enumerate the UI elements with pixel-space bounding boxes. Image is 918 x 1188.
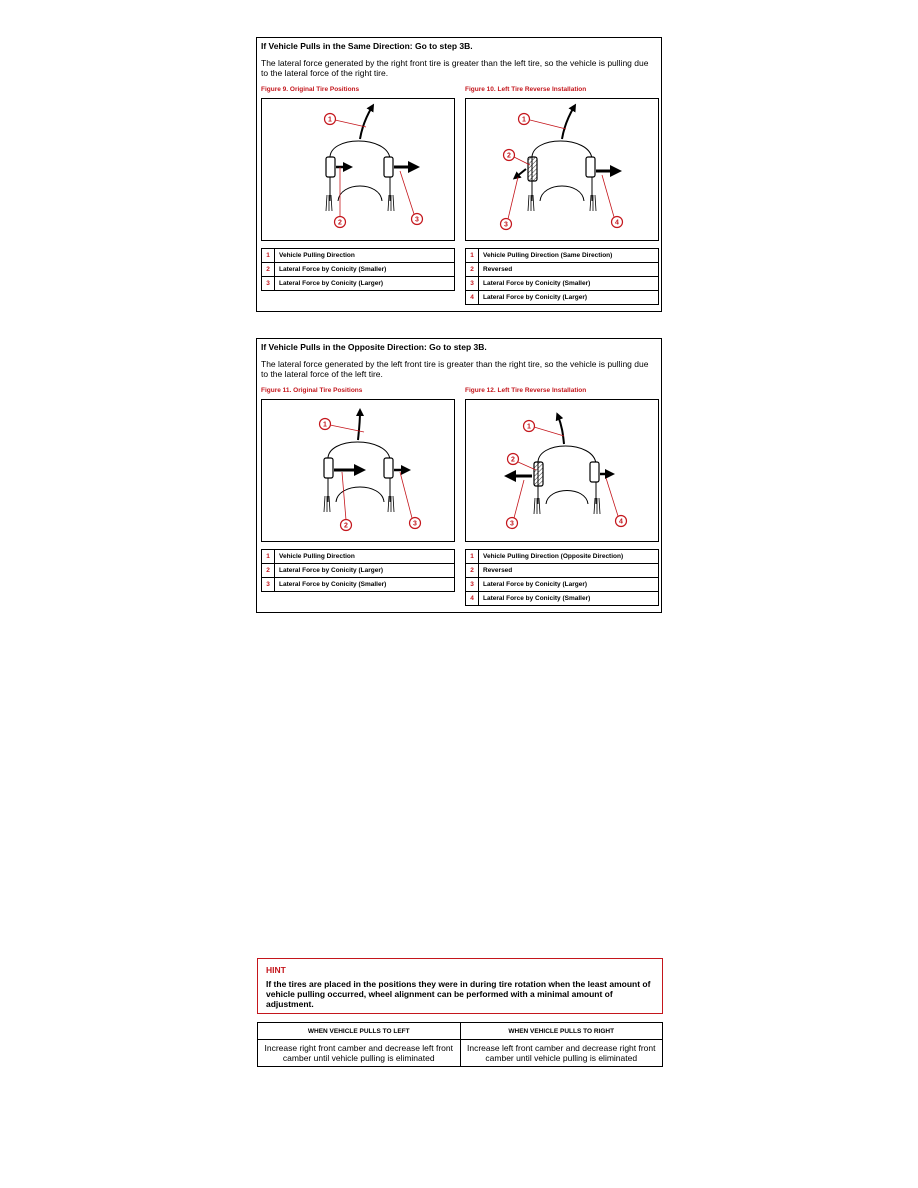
- legend-row: 2 Reversed: [466, 564, 659, 578]
- callout-3: 3: [504, 221, 508, 229]
- table-header: WHEN VEHICLE PULLS TO RIGHT: [460, 1023, 663, 1040]
- figure-12-diagram: [465, 399, 659, 542]
- section-same-direction: [256, 37, 662, 312]
- table-header-row: [258, 1023, 663, 1040]
- table-cell: Increase left front camber and decrease right front camber until vehicle pulling is eliminated: [460, 1040, 663, 1067]
- callout-4: 4: [619, 518, 623, 526]
- pulling-direction-arrow: [360, 107, 372, 139]
- right-tire-icon: [590, 462, 599, 482]
- pulling-direction-arrow: [562, 107, 574, 139]
- camber-table: [257, 1022, 663, 1067]
- callout-2: 2: [344, 522, 348, 530]
- callout-3: 3: [510, 520, 514, 528]
- callout-1: 1: [323, 421, 327, 429]
- legend-row: 2 Lateral Force by Conicity (Smaller): [262, 263, 455, 277]
- legend-row: 1 Vehicle Pulling Direction (Same Direction): [466, 249, 659, 263]
- force-arrow-icon: [516, 169, 526, 177]
- figure-10-legend: [465, 248, 659, 305]
- hint-title: HINT: [266, 965, 286, 975]
- legend-row: 1 Vehicle Pulling Direction (Opposite Direction): [466, 550, 659, 564]
- callout-2: 2: [338, 219, 342, 227]
- hatched-tire-icon: [534, 462, 543, 486]
- section-title: If Vehicle Pulls in the Same Direction: Go to step 3B.: [261, 41, 473, 51]
- legend-row: 3 Lateral Force by Conicity (Larger): [466, 578, 659, 592]
- callout-3: 3: [415, 216, 419, 224]
- legend-row: 4 Lateral Force by Conicity (Larger): [466, 291, 659, 305]
- legend-row: 2 Reversed: [466, 263, 659, 277]
- callout-1: 1: [522, 116, 526, 124]
- legend-row: 4 Lateral Force by Conicity (Smaller): [466, 592, 659, 606]
- callout-1: 1: [527, 423, 531, 431]
- callout-4: 4: [615, 219, 619, 227]
- hint-box: [257, 958, 663, 1014]
- legend-row: 3 Lateral Force by Conicity (Smaller): [466, 277, 659, 291]
- left-tire-icon: [326, 157, 335, 177]
- pulling-direction-arrow: [558, 416, 564, 444]
- figure-12-legend: [465, 549, 659, 606]
- callout-2: 2: [511, 456, 515, 464]
- callout-2: 2: [507, 152, 511, 160]
- legend-row: 1 Vehicle Pulling Direction: [262, 550, 455, 564]
- legend-row: 1 Vehicle Pulling Direction: [262, 249, 455, 263]
- table-cell: Increase right front camber and decrease left front camber until vehicle pulling is eliminated: [258, 1040, 461, 1067]
- hatched-tire-icon: [528, 157, 537, 181]
- figure-11-caption: Figure 11. Original Tire Positions: [261, 387, 363, 394]
- figure-11-legend: [261, 549, 455, 592]
- figure-9-caption: Figure 9. Original Tire Positions: [261, 86, 360, 93]
- figure-11-diagram: [261, 399, 455, 542]
- figure-10-diagram: [465, 98, 659, 241]
- hint-body: If the tires are placed in the positions they were in during tire rotation when the least amount of vehicle pulling occurred, wheel alignment can be performed with a minimal amount of adjustment.: [266, 979, 651, 1009]
- legend-row: 3 Lateral Force by Conicity (Larger): [262, 277, 455, 291]
- figure-9-legend: [261, 248, 455, 291]
- pulling-direction-arrow: [358, 412, 360, 440]
- section-title: If Vehicle Pulls in the Opposite Direction: Go to step 3B.: [261, 342, 487, 352]
- figure-9-diagram: [261, 98, 455, 241]
- callout-3: 3: [413, 520, 417, 528]
- right-tire-icon: [384, 157, 393, 177]
- table-header: WHEN VEHICLE PULLS TO LEFT: [258, 1023, 461, 1040]
- section-opposite-direction: [256, 338, 662, 613]
- legend-row: 2 Lateral Force by Conicity (Larger): [262, 564, 455, 578]
- section-body: The lateral force generated by the right front tire is greater than the left tire, so the vehicle is pulling due to the lateral force of the right tire.: [261, 58, 649, 78]
- figure-10-caption: Figure 10. Left Tire Reverse Installation: [465, 86, 587, 93]
- callout-1: 1: [328, 116, 332, 124]
- left-tire-icon: [324, 458, 333, 478]
- figure-12-caption: Figure 12. Left Tire Reverse Installation: [465, 387, 587, 394]
- legend-row: 3 Lateral Force by Conicity (Smaller): [262, 578, 455, 592]
- right-tire-icon: [586, 157, 595, 177]
- right-tire-icon: [384, 458, 393, 478]
- table-row: [258, 1040, 663, 1067]
- section-body: The lateral force generated by the left front tire is greater than the right tire, so the vehicle is pulling due to the lateral force of the left tire.: [261, 359, 649, 379]
